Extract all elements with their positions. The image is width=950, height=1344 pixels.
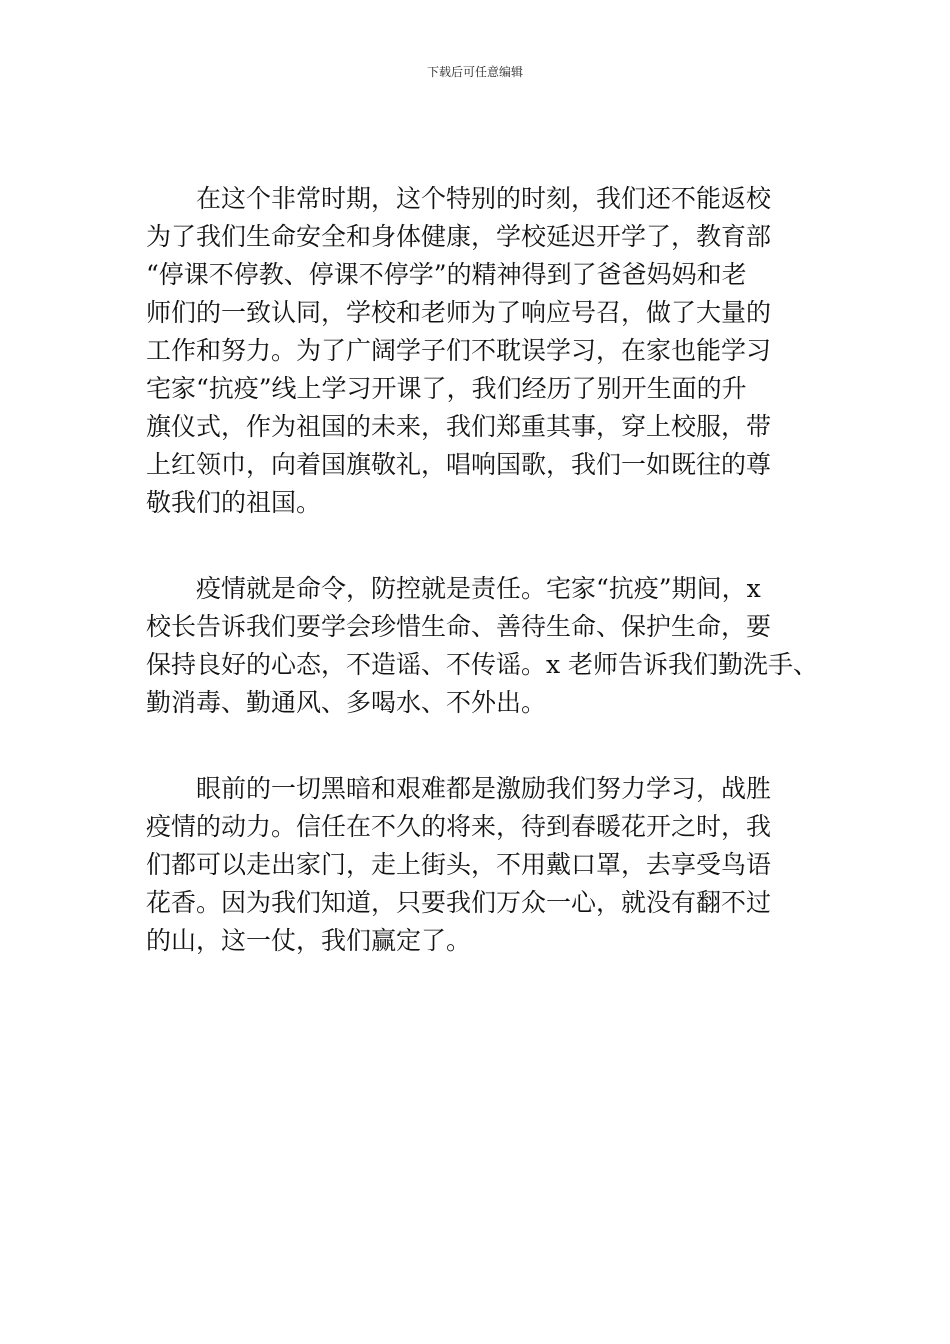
page-header bbox=[0, 64, 950, 80]
paragraph-2 bbox=[146, 570, 826, 722]
text-line: 校长告诉我们要学会珍惜生命、善待生命、保护生命，要 bbox=[146, 612, 772, 641]
text-line: 保持良好的心态，不造谣、不传谣。x 老师告诉我们勤洗手、 bbox=[146, 650, 819, 679]
header-text: 下载后可任意编辑 bbox=[426, 65, 523, 79]
text-line: 宅家“抗疫”线上学习开课了，我们经历了别开生面的升 bbox=[146, 374, 747, 403]
text-line: 的山，这一仗，我们赢定了。 bbox=[146, 926, 472, 955]
text-line: “停课不停教、停课不停学”的精神得到了爸爸妈妈和老 bbox=[146, 260, 747, 289]
paragraph-3 bbox=[146, 770, 826, 960]
document-body bbox=[146, 180, 826, 1008]
text-line: 勤消毒、勤通风、多喝水、不外出。 bbox=[146, 688, 547, 717]
text-line: 工作和努力。为了广阔学子们不耽误学习，在家也能学习 bbox=[146, 336, 772, 365]
text-line: 疫情的动力。信任在不久的将来，待到春暖花开之时，我 bbox=[146, 812, 772, 841]
text-line: 花香。因为我们知道，只要我们万众一心，就没有翻不过 bbox=[146, 888, 772, 917]
text-line: 师们的一致认同，学校和老师为了响应号召，做了大量的 bbox=[146, 298, 772, 327]
text-line: 眼前的一切黑暗和艰难都是激励我们努力学习，战胜 bbox=[196, 774, 772, 803]
text-line: 为了我们生命安全和身体健康，学校延迟开学了，教育部 bbox=[146, 222, 772, 251]
text-line: 敬我们的祖国。 bbox=[146, 488, 322, 517]
text-line: 旗仪式，作为祖国的未来，我们郑重其事，穿上校服，带 bbox=[146, 412, 772, 441]
text-line: 上红领巾，向着国旗敬礼，唱响国歌，我们一如既往的尊 bbox=[146, 450, 772, 479]
text-line: 疫情就是命令，防控就是责任。宅家“抗疫”期间，x bbox=[196, 574, 761, 603]
text-line: 在这个非常时期，这个特别的时刻，我们还不能返校 bbox=[196, 184, 772, 213]
text-line: 们都可以走出家门，走上街头，不用戴口罩，去享受鸟语 bbox=[146, 850, 772, 879]
paragraph-1 bbox=[146, 180, 826, 522]
